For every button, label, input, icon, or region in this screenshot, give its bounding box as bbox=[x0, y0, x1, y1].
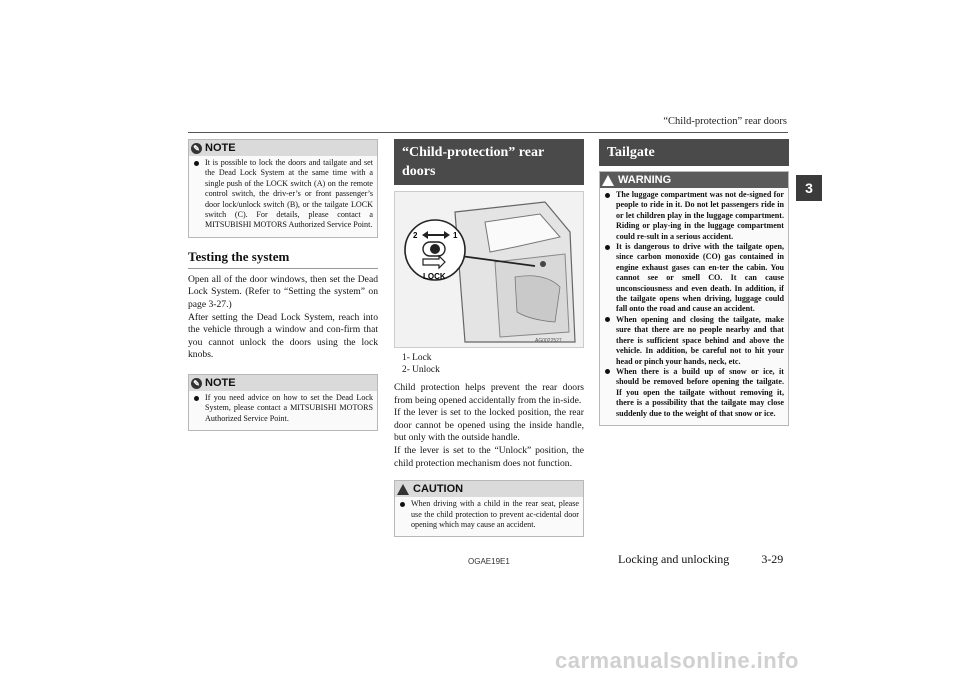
caution-header bbox=[395, 481, 583, 497]
caution-label: CAUTION bbox=[413, 483, 464, 496]
bullet-icon bbox=[194, 396, 199, 401]
caution-box bbox=[394, 480, 584, 537]
column-2 bbox=[394, 139, 584, 537]
legend-item-unlock: 2- Unlock bbox=[402, 365, 440, 375]
child-protection-paragraph: Child protection helps prevent the rear doors from being opened accidentally from the in-side. bbox=[394, 382, 584, 406]
watermark: carmanualsonline.info bbox=[555, 648, 799, 673]
footer-code: OGAE19E1 bbox=[468, 557, 510, 566]
child-protection-paragraph: If the lever is set to the “Unlock” position, the child protection mechanism does not function. bbox=[394, 444, 584, 469]
warning-item: The luggage compartment was not de-signed for people to ride in it. Do not let passengers ride in or let children play in the luggage compartment. Riding or play-ing in the luggage compartment could re-sult in a serious accident. bbox=[600, 190, 788, 242]
column-3 bbox=[599, 139, 789, 426]
legend-item-lock: 1- Lock bbox=[402, 353, 432, 363]
note-icon: ✎ bbox=[191, 143, 202, 154]
testing-paragraph: Open all of the door windows, then set the Dead Lock System. (Refer to “Setting the system” on page 3-27.) bbox=[188, 273, 378, 311]
warning-label: WARNING bbox=[618, 174, 672, 186]
chapter-tab: 3 bbox=[796, 175, 822, 201]
header-rule bbox=[188, 132, 788, 133]
note-item: It is possible to lock the doors and tailgate and set the Dead Lock System at the same time with a single push of the LOCK switch (A) on the remote control switch, the driv-er’s or front passenger’s door lock/unlock switch (B), or the tailgate LOCK switch (C). For details, please contact a MITSUBISHI MOTORS Authorized Service Point. bbox=[189, 158, 377, 231]
lock-label: LOCK bbox=[423, 272, 446, 281]
footer-section-title: Locking and unlocking bbox=[618, 552, 730, 566]
bullet-icon bbox=[605, 193, 610, 198]
footer-section bbox=[618, 552, 783, 567]
warning-triangle-icon bbox=[602, 175, 614, 186]
arrow-label-1: 1 bbox=[453, 231, 458, 240]
figure-legend bbox=[402, 352, 584, 376]
bullet-icon bbox=[194, 161, 199, 166]
section-title-tailgate: Tailgate bbox=[599, 139, 789, 166]
note-box bbox=[188, 139, 378, 238]
bullet-icon bbox=[605, 369, 610, 374]
figure-code: AG0022527 bbox=[535, 338, 562, 344]
warning-triangle-icon bbox=[397, 484, 409, 495]
bullet-icon bbox=[605, 317, 610, 322]
note-header bbox=[189, 375, 377, 391]
warning-box bbox=[599, 171, 789, 426]
note-header bbox=[189, 140, 377, 156]
arrow-label-2: 2 bbox=[413, 231, 418, 240]
section-title-testing: Testing the system bbox=[188, 249, 378, 269]
testing-paragraph: After setting the Dead Lock System, reach into the vehicle through a window and con-firm that you cannot unlock the doors using the lock knobs. bbox=[188, 311, 378, 361]
door-illustration bbox=[394, 191, 584, 348]
note-label: NOTE bbox=[205, 142, 236, 154]
warning-item: When opening and closing the tailgate, make sure that there are no people nearby and that there is sufficient space behind and above the vehicle. In addition, be careful not to hit your head or pinch your hands, neck, etc. bbox=[600, 315, 788, 367]
bullet-icon bbox=[605, 245, 610, 250]
column-1 bbox=[188, 139, 378, 431]
warning-item: When there is a build up of snow or ice, it should be removed before opening the tailgate. If you open the tailgate without removing it, there is a possibility that the tailgate may close suddenly due to the weight of that snow or ice. bbox=[600, 367, 788, 419]
section-title-child-protection: “Child-protection” rear doors bbox=[394, 139, 584, 185]
caution-item: When driving with a child in the rear seat, please use the child protection to prevent ac-cidental door opening which may cause an accident. bbox=[395, 499, 583, 530]
child-protection-paragraph: If the lever is set to the locked position, the rear door cannot be opened using the inside handle, but only with the outside handle. bbox=[394, 407, 584, 444]
note-label: NOTE bbox=[205, 377, 236, 389]
warning-item: It is dangerous to drive with the tailgate open, since carbon monoxide (CO) gas contained in engine exhaust gases can en-ter the cabin. You cannot see or smell CO. It can cause unconsciousness and even death. In addition, if the tailgate opens when driving, luggage could fall onto the road and cause an accident. bbox=[600, 242, 788, 315]
running-header: “Child-protection” rear doors bbox=[663, 116, 787, 127]
note-icon: ✎ bbox=[191, 378, 202, 389]
note-item: If you need advice on how to set the Dead Lock System, please contact a MITSUBISHI MOTORS Authorized Service Point. bbox=[189, 393, 377, 424]
note-box bbox=[188, 374, 378, 431]
bullet-icon bbox=[400, 502, 405, 507]
warning-header bbox=[600, 172, 788, 188]
page-number: 3-29 bbox=[761, 552, 784, 566]
door-illustration-drawing bbox=[395, 192, 583, 347]
